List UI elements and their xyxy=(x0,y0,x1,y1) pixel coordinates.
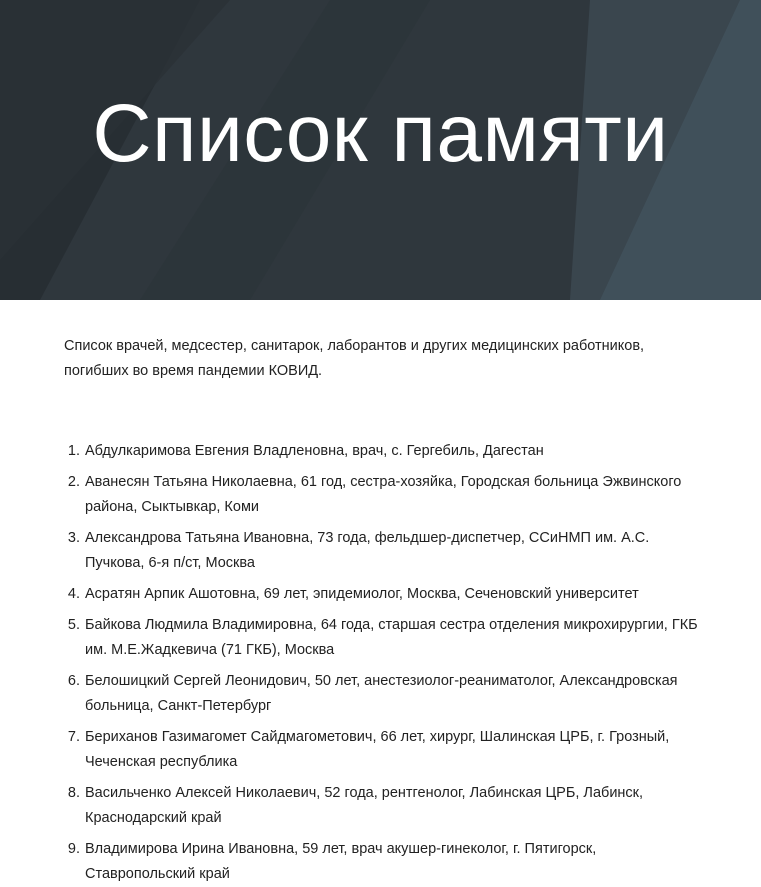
intro-paragraph: Список врачей, медсестер, санитарок, лаборантов и других медицинских работников, погибших во время пандемии КОВИД. xyxy=(64,338,645,379)
page-title: Список памяти xyxy=(92,88,669,179)
main-content xyxy=(0,300,704,887)
hero-banner xyxy=(0,0,761,300)
list-item: 5. Байкова Людмила Владимировна, 64 года, старшая сестра отделения микрохирургии, ГКБ им. М.Е.Жадкевича (71 ГКБ), Москва xyxy=(84,613,704,663)
list-item: 6. Белошицкий Сергей Леонидович, 50 лет, анестезиолог-реаниматолог, Александровская больница, Санкт-Петербург xyxy=(84,669,704,719)
list-item: 1. Абдулкаримова Евгения Владленовна, врач, с. Гергебиль, Дагестан xyxy=(84,439,704,464)
list-item: 4. Асратян Арпик Ашотовна, 69 лет, эпидемиолог, Москва, Сеченовский университет xyxy=(84,582,704,607)
list-item: 7. Бериханов Газимагомет Сайдмагометович, 66 лет, хирург, Шалинская ЦРБ, г. Грозный, Чеченская республика xyxy=(84,725,704,775)
list-item: 3. Александрова Татьяна Ивановна, 73 года, фельдшер-диспетчер, ССиНМП им. А.С. Пучкова, 6-я п/ст, Москва xyxy=(84,526,704,576)
list-item: 9. Владимирова Ирина Ивановна, 59 лет, врач акушер-гинеколог, г. Пятигорск, Ставропольский край xyxy=(84,837,704,887)
list-item: 2. Аванесян Татьяна Николаевна, 61 год, сестра-хозяйка, Городская больница Эжвинского района, Сыктывкар, Коми xyxy=(84,470,704,520)
list-item: 8. Васильченко Алексей Николаевич, 52 года, рентгенолог, Лабинская ЦРБ, Лабинск, Краснодарский край xyxy=(84,781,704,831)
memorial-list xyxy=(64,439,704,887)
